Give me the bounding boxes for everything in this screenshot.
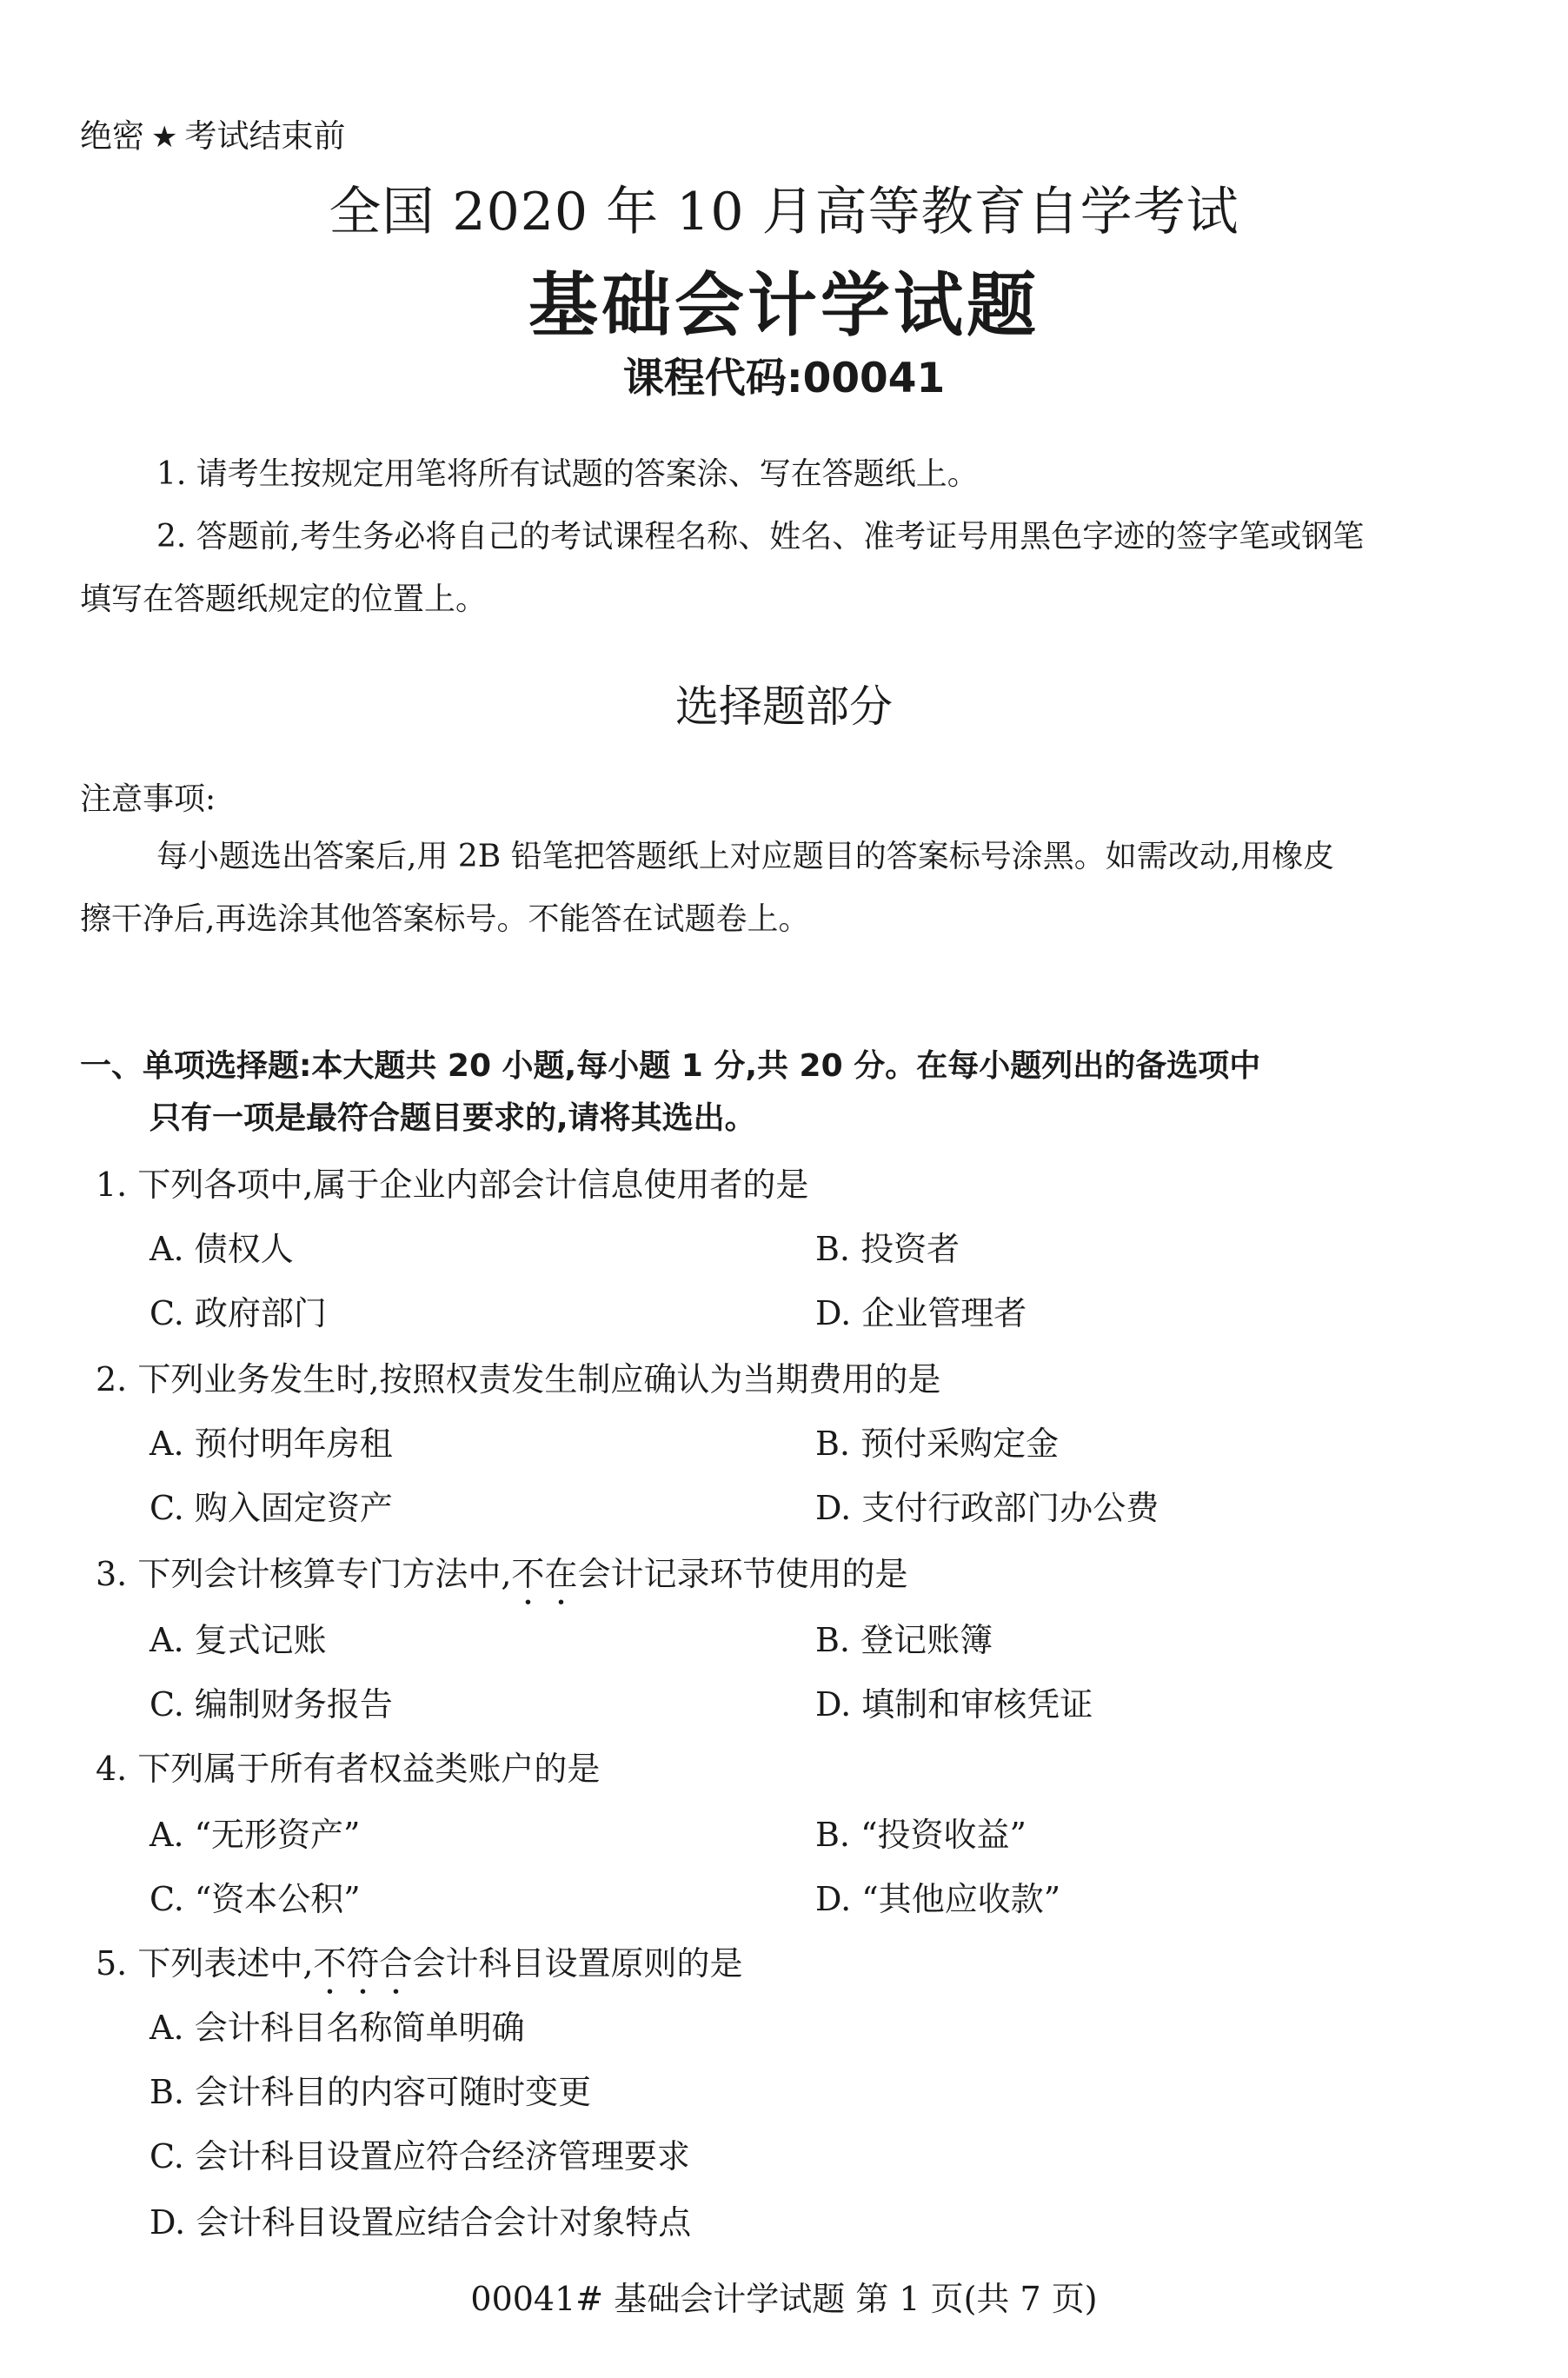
option-d: D. “其他应收款” — [815, 1880, 1061, 1918]
part1-heading-b: 只有一项是最符合题目要求的,请将其选出。 — [149, 1100, 756, 1136]
stem-text: 5. 下列表述中, — [96, 1944, 314, 1983]
option-c: C. 会计科目设置应符合经济管理要求 — [149, 2137, 690, 2175]
option-a: A. 预付明年房租 — [149, 1425, 393, 1463]
course-code: 课程代码:00041 — [622, 355, 946, 402]
secret-text: 绝密 — [80, 117, 144, 155]
stem-text: 3. 下列会计核算专门方法中, — [96, 1555, 512, 1593]
option-b: B. “投资收益” — [815, 1816, 1027, 1854]
instruction-2a: 2. 答题前,考生务必将自己的考试课程名称、姓名、准考证号用黑色字迹的签字笔或钢笔 — [156, 519, 1365, 555]
notice-text-a: 每小题选出答案后,用 2B 铅笔把答题纸上对应题目的答案标号涂黑。如需改动,用橡皮 — [156, 839, 1335, 874]
option-b: B. 会计科目的内容可随时变更 — [149, 2073, 592, 2111]
option-b: B. 投资者 — [815, 1230, 960, 1268]
confidential-label — [80, 110, 345, 156]
question-stem: 4. 下列属于所有者权益类账户的是 — [96, 1750, 601, 1788]
option-c: C. “资本公积” — [149, 1880, 361, 1918]
option-b: B. 登记账簿 — [815, 1621, 993, 1659]
emphasis-text: 不符合 — [313, 1944, 413, 1983]
notice-text-b: 擦干净后,再选涂其他答案标号。不能答在试题卷上。 — [80, 901, 810, 937]
exam-title: 全国 2020 年 10 月高等教育自学考试 — [329, 182, 1239, 242]
part1-heading-a: 一、单项选择题:本大题共 20 小题,每小题 1 分,共 20 分。在每小题列出的备选项中 — [80, 1048, 1261, 1084]
emphasis-text: 不在 — [511, 1555, 578, 1593]
question-stem: 1. 下列各项中,属于企业内部会计信息使用者的是 — [96, 1166, 809, 1204]
question-stem — [96, 1936, 742, 2002]
instruction-1: 1. 请考生按规定用笔将所有试题的答案涂、写在答题纸上。 — [156, 456, 979, 492]
section-title: 选择题部分 — [675, 681, 893, 732]
option-c: C. 政府部门 — [149, 1294, 327, 1332]
question-stem — [96, 1547, 907, 1612]
instruction-2b: 填写在答题纸规定的位置上。 — [80, 581, 488, 617]
secret-note: 考试结束前 — [184, 117, 346, 155]
option-a: A. 会计科目名称简单明确 — [149, 2009, 525, 2047]
option-d: D. 填制和审核凭证 — [815, 1685, 1093, 1724]
option-d: D. 企业管理者 — [815, 1294, 1027, 1332]
page-footer: 00041# 基础会计学试题 第 1 页(共 7 页) — [470, 2280, 1098, 2318]
option-b: B. 预付采购定金 — [815, 1425, 1060, 1463]
star-icon: ★ — [151, 120, 178, 155]
stem-text: 会计记录环节使用的是 — [577, 1555, 908, 1593]
subject-title: 基础会计学试题 — [528, 265, 1040, 346]
question-stem: 2. 下列业务发生时,按照权责发生制应确认为当期费用的是 — [96, 1360, 941, 1398]
option-a: A. 债权人 — [149, 1230, 294, 1268]
option-d: D. 会计科目设置应结合会计对象特点 — [149, 2203, 692, 2242]
option-c: C. 编制财务报告 — [149, 1685, 393, 1724]
option-a: A. “无形资产” — [149, 1816, 361, 1854]
option-d: D. 支付行政部门办公费 — [815, 1489, 1159, 1527]
stem-text: 会计科目设置原则的是 — [412, 1944, 743, 1983]
notice-label: 注意事项: — [80, 781, 216, 817]
option-a: A. 复式记账 — [149, 1621, 327, 1659]
option-c: C. 购入固定资产 — [149, 1489, 393, 1527]
